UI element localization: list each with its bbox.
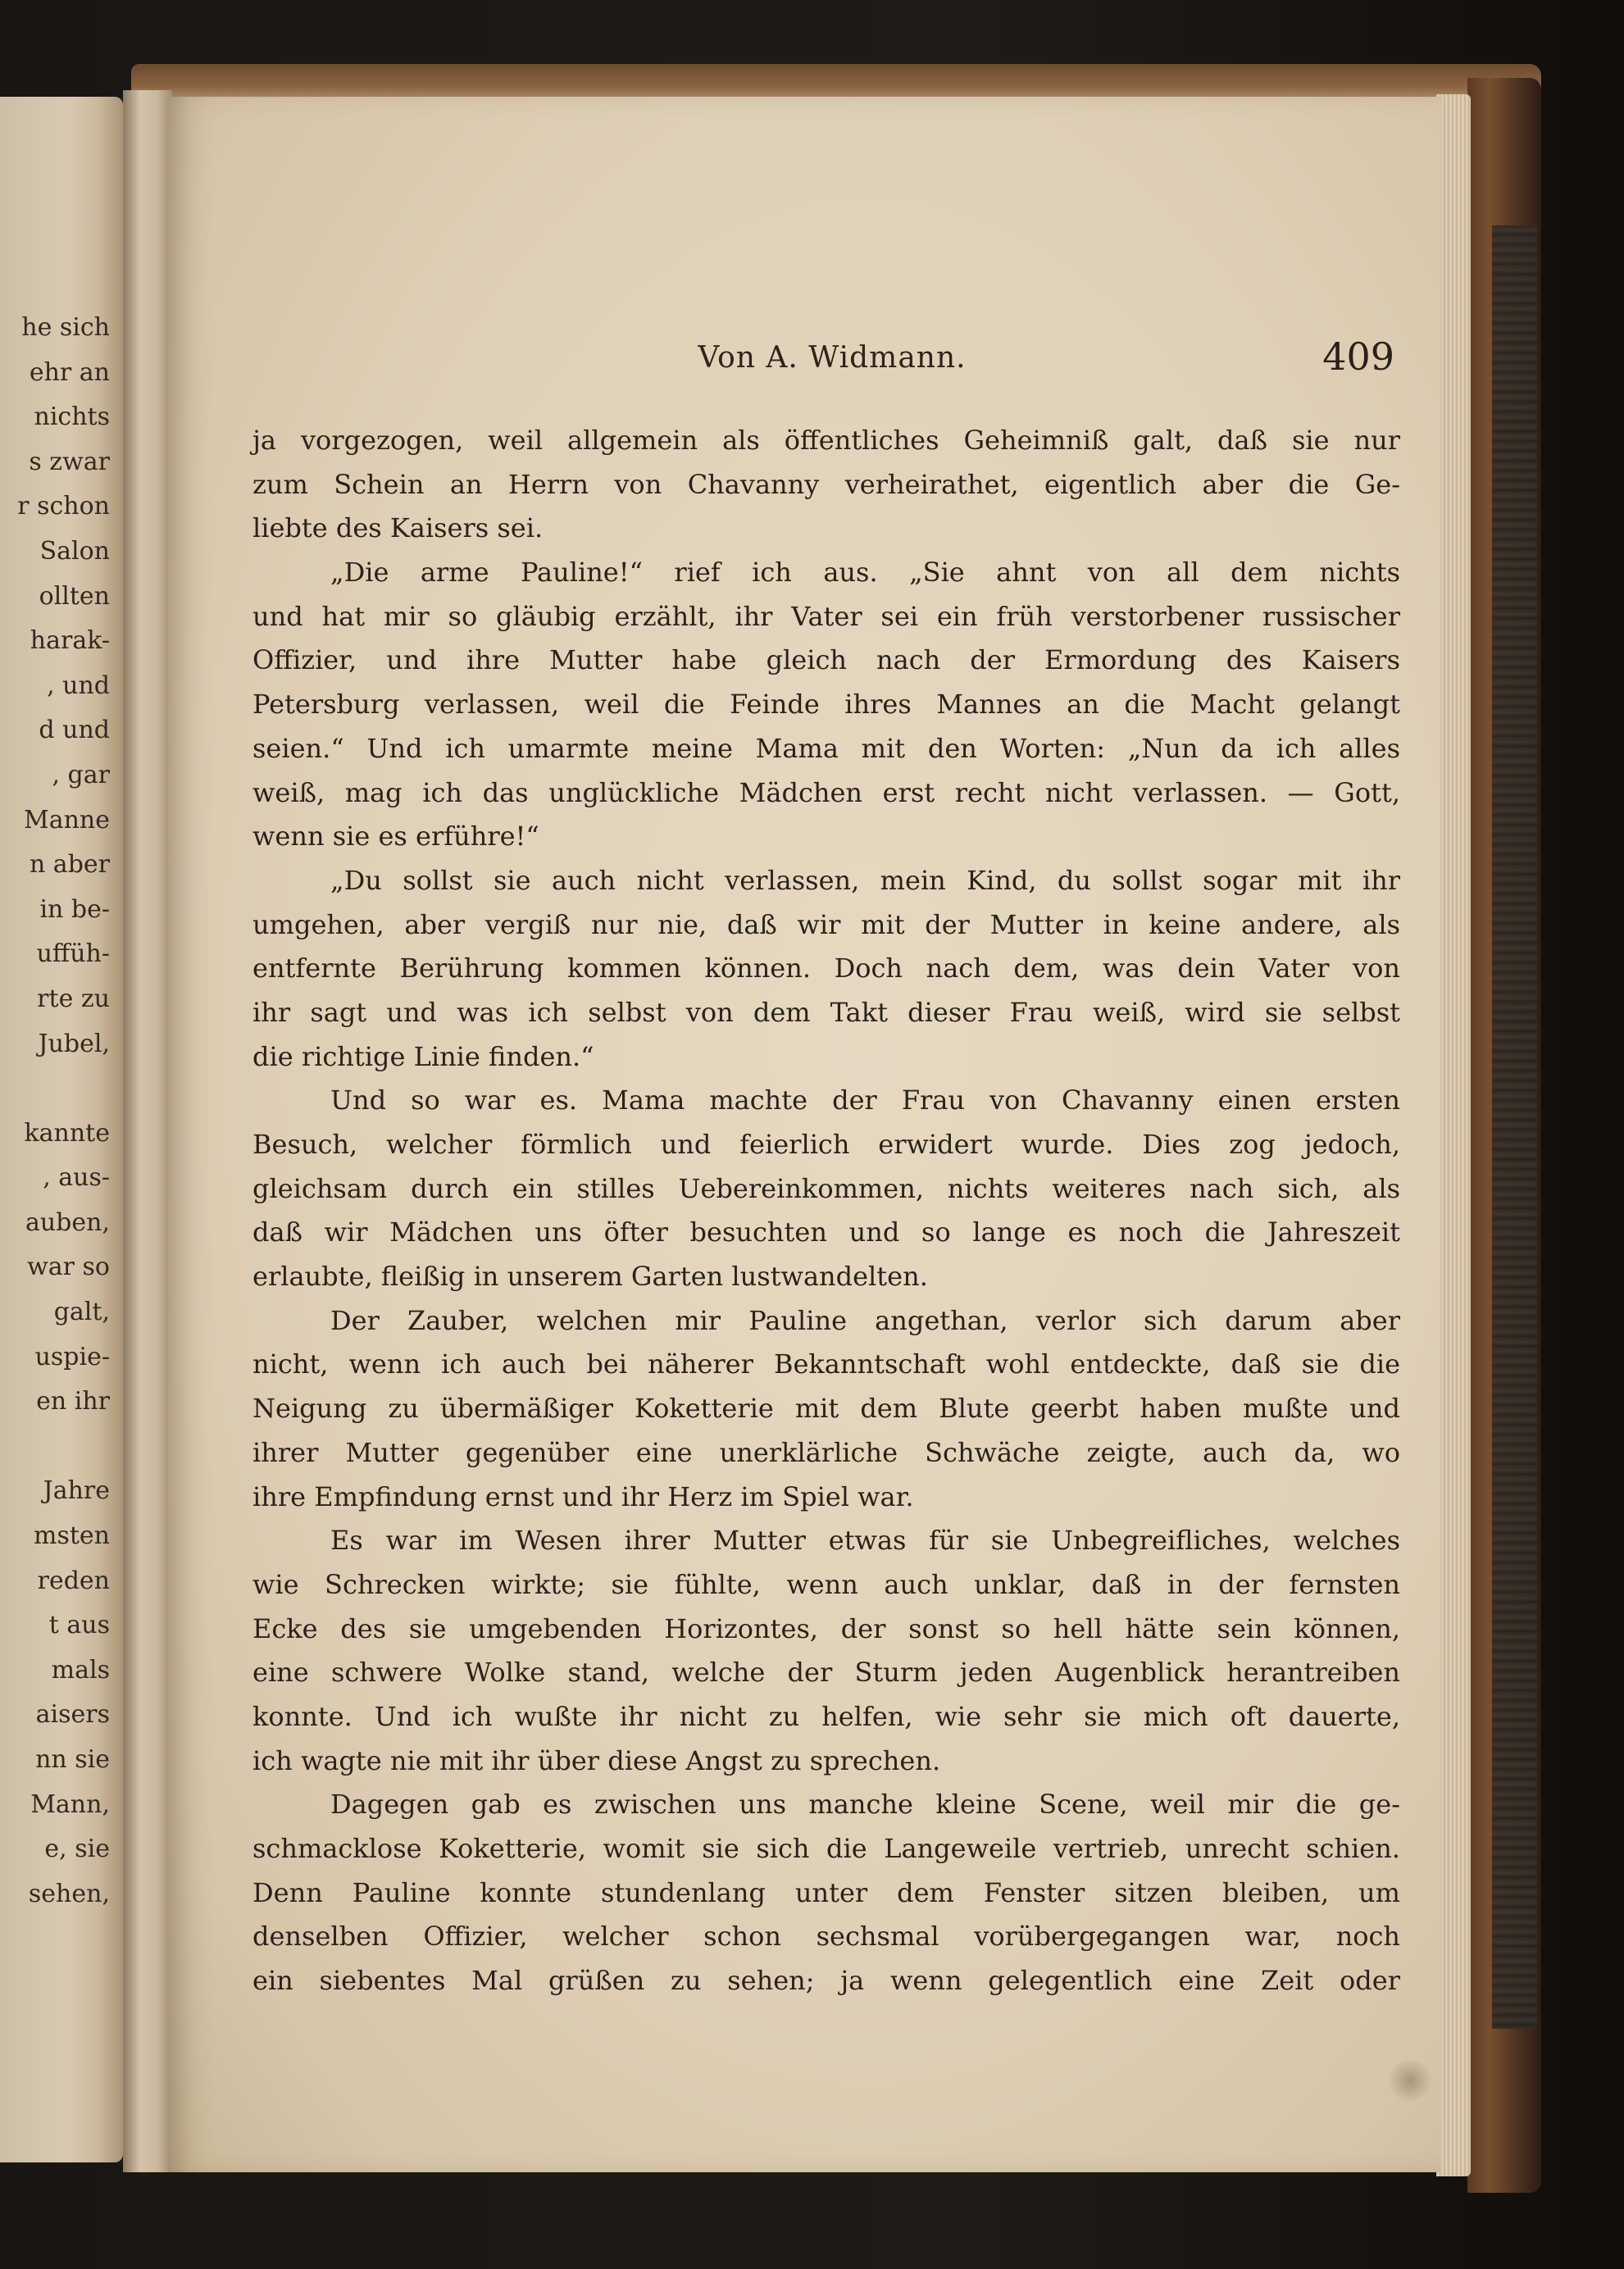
text-line: ihre Empfindung ernst und ihr Herz im Spiel war. (252, 1480, 914, 1512)
left-page-fragment: uffüh- (36, 939, 110, 969)
text-line: und hat mir so gläubig erzählt, ihr Vater sei ein früh verstorbener russischer (252, 600, 1400, 632)
left-page-fragment: rte zu (37, 984, 110, 1013)
left-page-fragment: , und (47, 671, 110, 700)
text-line: daß wir Mädchen uns öfter besuchten und so lange es noch die Jahreszeit (252, 1216, 1400, 1248)
text-line: seien.“ Und ich umarmte meine Mama mit den Worten: „Nun da ich alles (252, 732, 1400, 764)
left-page-fragment: e, sie (44, 1835, 110, 1864)
left-page-fragment (0, 1066, 123, 1112)
text-line: ein siebentes Mal grüßen zu sehen; ja wenn gelegentlich eine Zeit oder (252, 1965, 1400, 1997)
left-page-fragment: d und (39, 716, 110, 745)
left-page-fragment: t aus (48, 1611, 110, 1640)
left-page-fragment: Mann, (30, 1789, 110, 1819)
left-page-fragment: ehr an (29, 357, 110, 387)
text-line: denselben Offizier, welcher schon sechsmal vorübergegangen war, noch (252, 1921, 1400, 1953)
left-page-fragment: auben, (25, 1207, 110, 1237)
text-line: Besuch, welcher förmlich und feierlich erwidert wurde. Dies zog jedoch, (252, 1129, 1400, 1160)
left-page-fragment: msten (34, 1521, 110, 1551)
text-line: Denn Pauline konnte stundenlang unter dem Fenster sitzen bleiben, um (252, 1876, 1400, 1908)
text-line: eine schwere Wolke stand, welche der Sturm jeden Augenblick herantreiben (252, 1657, 1400, 1689)
text-line: schmacklose Koketterie, womit sie sich die Langeweile vertrieb, unrecht schien. (252, 1833, 1400, 1864)
left-page-fragment: kannte (24, 1118, 110, 1148)
text-line: Neigung zu übermäßiger Koketterie mit dem Blute geerbt haben mußte und (252, 1393, 1400, 1425)
left-page-fragment: Manne (24, 805, 110, 834)
left-page-fragment (0, 1425, 123, 1470)
left-page-fragment: ollten (39, 581, 110, 611)
left-page-fragment: sehen, (28, 1879, 110, 1908)
left-page-fragment: reden (37, 1566, 110, 1595)
text-line: Dagegen gab es zwischen uns manche kleine Scene, weil mir die ge- (330, 1789, 1400, 1821)
text-line: gleichsam durch ein stilles Uebereinkommen, nichts weiteres nach sich, als (252, 1172, 1400, 1204)
paper-stain (1385, 2060, 1435, 2101)
body-text (252, 419, 1400, 2003)
left-page-text-fragments (0, 306, 123, 1917)
left-page-fragment: nichts (34, 402, 110, 432)
text-line: Der Zauber, welchen mir Pauline angethan, verlor sich darum aber (330, 1304, 1400, 1336)
page-header (168, 328, 1440, 393)
book-cover-right-edge (1467, 78, 1541, 2193)
text-line: wenn sie es erführe!“ (252, 821, 539, 853)
text-line: ihrer Mutter gegenüber eine unerklärliche Schwäche zeigte, auch da, wo (252, 1436, 1400, 1468)
text-line: umgehen, aber vergiß nur nie, daß wir mit der Mutter in keine andere, als (252, 908, 1400, 940)
left-facing-page (0, 97, 123, 2162)
left-page-fragment: galt, (53, 1298, 110, 1327)
text-line: erlaubte, fleißig in unserem Garten lustwandelten. (252, 1261, 928, 1293)
text-line: zum Schein an Herrn von Chavanny verheirathet, eigentlich aber die Ge- (252, 468, 1400, 500)
text-line: ihr sagt und was ich selbst von dem Takt dieser Frau weiß, wird sie selbst (252, 996, 1400, 1028)
left-page-fragment: n aber (29, 850, 110, 880)
text-line: liebte des Kaisers sei. (252, 512, 544, 544)
text-line: ja vorgezogen, weil allgemein als öffentliches Geheimniß galt, daß sie nur (252, 425, 1400, 456)
running-head: Von A. Widmann. (698, 341, 967, 375)
left-page-fragment: , aus- (43, 1163, 110, 1193)
text-line: Es war im Wesen ihrer Mutter etwas für sie Unbegreifliches, welches (330, 1525, 1400, 1557)
text-line: nicht, wenn ich auch bei näherer Bekanntschaft wohl entdeckte, daß sie die (252, 1348, 1400, 1380)
text-line: Petersburg verlassen, weil die Feinde ihres Mannes an die Macht gelangt (252, 689, 1400, 721)
left-page-fragment: Jubel, (38, 1029, 110, 1058)
left-page-fragment: war so (27, 1253, 110, 1282)
text-line: Und so war es. Mama machte der Frau von Chavanny einen ersten (330, 1084, 1400, 1116)
text-line: weiß, mag ich das unglückliche Mädchen erst recht nicht verlassen. — Gott, (252, 776, 1400, 808)
left-page-fragment: mals (51, 1655, 110, 1685)
text-line: konnte. Und ich wußte ihr nicht zu helfen, wie sehr sie mich oft dauerte, (252, 1700, 1400, 1732)
text-line: ich wagte nie mit ihr über diese Angst zu sprechen. (252, 1744, 941, 1776)
left-page-fragment: he sich (21, 313, 110, 342)
left-page-fragment: Salon (39, 536, 110, 566)
page-edges (1436, 94, 1471, 2176)
right-page (168, 97, 1440, 2172)
left-page-fragment: aisers (35, 1700, 110, 1730)
left-page-fragment: Jahre (43, 1476, 110, 1506)
left-page-fragment: s zwar (29, 447, 110, 476)
text-line: entfernte Berührung kommen können. Doch nach dem, was dein Vater von (252, 953, 1400, 984)
text-line: die richtige Linie finden.“ (252, 1040, 594, 1072)
text-line: „Du sollst sie auch nicht verlassen, mein Kind, du sollst sogar mit ihr (330, 864, 1400, 896)
left-page-fragment: , gar (52, 760, 110, 789)
page-number: 409 (1322, 334, 1394, 379)
left-page-fragment: nn sie (35, 1745, 110, 1774)
left-page-fragment: en ihr (36, 1387, 110, 1416)
left-page-fragment: in be- (39, 894, 110, 924)
left-page-fragment: harak- (30, 626, 110, 656)
text-line: wie Schrecken wirkte; sie fühlte, wenn auch unklar, daß in der fernsten (252, 1568, 1400, 1600)
left-page-fragment: r schon (17, 492, 110, 521)
text-line: „Die arme Pauline!“ rief ich aus. „Sie ahnt von all dem nichts (330, 557, 1400, 589)
text-line: Offizier, und ihre Mutter habe gleich nach der Ermordung des Kaisers (252, 644, 1400, 676)
left-page-fragment: uspie- (34, 1342, 110, 1371)
book-gutter (123, 90, 172, 2172)
text-line: Ecke des sie umgebenden Horizontes, der sonst so hell hätte sein können, (252, 1612, 1400, 1644)
